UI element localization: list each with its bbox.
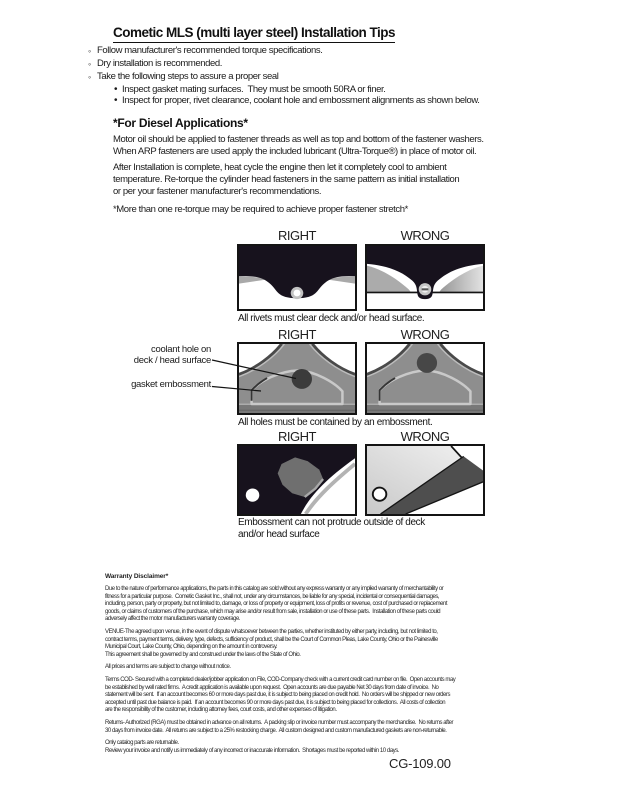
- diesel-paragraph-2: After Installation is complete, heat cycle the engine then let it completely cool to ambient temperature. Re-torque the cylinder head fasteners in the same pattern as initial installation or per your fastener manufacturer's recommendations.: [113, 162, 460, 198]
- list-item: [88, 58, 222, 70]
- disclaimer-heading: Warranty Disclaimer*: [105, 573, 169, 580]
- figure-label-right: RIGHT: [278, 327, 316, 342]
- figure-rivet-wrong: [365, 244, 485, 311]
- open-bullet-icon: ◦: [88, 59, 92, 69]
- diesel-heading: *For Diesel Applications*: [113, 116, 248, 130]
- figure-protrude-right: [237, 444, 357, 516]
- list-item: [114, 95, 480, 107]
- open-bullet-icon: ◦: [88, 46, 92, 56]
- page-number: CG-109.00: [389, 756, 451, 771]
- figure-protrude-wrong: [365, 444, 485, 516]
- figure-label-wrong: WRONG: [400, 429, 450, 444]
- bullet-text: Dry installation is recommended.: [97, 58, 223, 69]
- figure-label-right: RIGHT: [278, 228, 316, 243]
- bullet-text: Inspect for proper, rivet clearance, coolant hole and embossment alignments as shown below.: [122, 95, 480, 106]
- disclaimer-paragraph: Due to the nature of performance applications, the parts in this catalog are sold without any express warranty or any implied warranty of merchantability or fitness for a particular purpose. Cometic Gasket Inc., shall not, under any circumstances, be liable for any special, incidental or consequential damages, including, person, party or property, but not limited to, damage, or loss of property or equipment, loss of profits or revenue, cost of purchased or replacement goods, or claims of customers of the purchase, which may arise and/or result from sale, installation or use of these parts. Installation of these parts could adversely affect the motor manufacturers warranty coverage.: [105, 586, 448, 623]
- embossment-caption: All holes must be contained by an embossment.: [238, 417, 433, 428]
- rivet-wrong-figure: [367, 246, 483, 309]
- hole-wrong-figure: [367, 344, 483, 413]
- disclaimer-paragraph: All prices and terms are subject to change without notice.: [105, 664, 231, 671]
- protrude-right-figure: [239, 446, 355, 514]
- disclaimer-paragraph: Terms COD- Secured with a completed dealer/jobber application on File, COD-Company check with a current credit card number on file. Open accounts may be established by well rated firms. A credit application is available upon request. Open accounts are due payable Net 30 days from date of invoice. No statement will be sent. If an account becomes 60 or more days past due, it is subject to being placed on credit hold. No orders will be shipped or new orders accepted until past due balance is paid. If an account becomes 90 or more days past due, it is subject to being placed for collections. All costs of collection are the responsibility of the customer, including attorney fees, court costs, and other expenses of litigation.: [105, 676, 456, 714]
- dot-bullet-icon: •: [114, 84, 118, 95]
- figure-hole-right: [237, 342, 357, 415]
- gasket-embossment-callout: gasket embossment: [131, 379, 211, 390]
- dot-bullet-icon: •: [114, 95, 118, 106]
- warranty-disclaimer: [105, 573, 521, 760]
- protrude-caption: Embossment can not protrude outside of deck and/or head surface: [238, 517, 425, 540]
- figure-label-wrong: WRONG: [400, 327, 450, 342]
- diesel-paragraph-1: Motor oil should be applied to fastener threads as well as top and bottom of the fastener washers. When ARP fasteners are used apply the included lubricant (Ultra-Torque®) in place of motor oil.: [113, 134, 484, 158]
- coolant-hole-callout: coolant hole on deck / head surface: [133, 344, 211, 366]
- figure-label-right: RIGHT: [278, 429, 316, 444]
- disclaimer-paragraph: Returns- Authorized (RGA) must be obtained in advance on all returns. A packing slip or invoice number must accompany the merchandise. No returns after 30 days from invoice date. All returns are subject to a 25% restocking charge. All custom designed and custom manufactured gaskets are non-returnable.: [105, 719, 454, 734]
- bullet-text: Take the following steps to assure a proper seal: [97, 71, 279, 82]
- page-title: Cometic MLS (multi layer steel) Installation Tips: [113, 25, 395, 43]
- list-item: [88, 71, 278, 83]
- figure-label-wrong: WRONG: [400, 228, 450, 243]
- figure-hole-wrong: [365, 342, 485, 415]
- list-item: [88, 45, 322, 57]
- hole-right-figure: [239, 344, 355, 413]
- retorque-note: *More than one re-torque may be required to achieve proper fastener stretch*: [113, 204, 408, 215]
- disclaimer-paragraph: Only catalog parts are returnable. Review your invoice and notify us immediately of any incorrect or inaccurate information. Shortages must be reported within 10 days.: [105, 740, 399, 754]
- protrude-wrong-figure: [367, 446, 483, 514]
- figure-rivet-right: [237, 244, 357, 311]
- rivet-caption: All rivets must clear deck and/or head surface.: [238, 313, 425, 324]
- open-bullet-icon: ◦: [88, 72, 92, 82]
- bullet-text: Follow manufacturer's recommended torque specifications.: [97, 45, 323, 56]
- disclaimer-paragraph: VENUE-The agreed upon venue, in the event of dispute whatsoever between the parties, whether instituted by either party, including, but not limited to, contract terms, payment terms, delivery, type, defects, sufficiency of product, shall be the Court of Common Pleas, Lake County, Ohio or the Painesville Municipal Court, Lake County, Ohio, depending on the amount in controversy. This agreement shall be governed by and construed under the laws of the State of Ohio.: [105, 628, 438, 658]
- bullet-text: Inspect gasket mating surfaces. They must be smooth 50RA or finer.: [122, 84, 386, 95]
- rivet-right-figure: [239, 246, 355, 309]
